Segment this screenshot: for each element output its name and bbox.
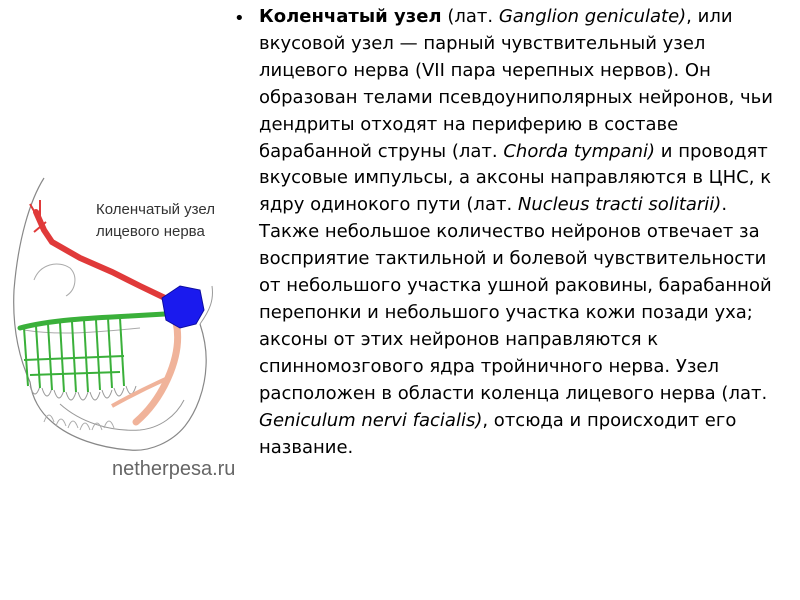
- text-segment-2: , или вкусовой узел — парный чувствительный узел лицевого нерва (VII пара черепных нервов). Он образован телами псевдоуниполярных нейронов, чьи дендриты отходят на периферию в составе барабанной струны (лат.: [259, 6, 773, 162]
- description-paragraph: [234, 4, 786, 461]
- figure-label-line1: Коленчатый узел: [96, 201, 215, 218]
- figure-label-line2: лицевого нерва: [96, 223, 205, 240]
- eye-orbit: [34, 264, 75, 296]
- maxilla-line: [24, 328, 140, 333]
- text-segment-5: , отсюда и происходит его название.: [259, 409, 737, 458]
- geniculate-ganglion: [162, 286, 204, 328]
- text-segment-3: и проводят вкусовые импульсы, а аксоны направляются в ЦНС, к ядру одинокого пути (лат.: [259, 140, 772, 216]
- description-block: [234, 4, 786, 461]
- latin-term-4: Geniculum nervi facialis): [259, 409, 483, 431]
- text-segment-4: . Также небольшое количество нейронов отвечает за восприятие тактильной и болевой чувствительности от небольшого участка ушной раковины, барабанной перепонки и небольшого участка кожи позади уха; аксоны от этих нейронов направляются к спинномозгового ядра тройничного нерва. Узел расположен в области коленца лицевого нерва (лат.: [259, 194, 772, 404]
- watermark: netherpesa.ru: [112, 458, 236, 480]
- latin-term-3: Nucleus tracti solitarii): [517, 194, 722, 216]
- latin-term-1: Ganglion geniculate): [498, 6, 687, 27]
- green-branches: [24, 318, 124, 392]
- latin-term-2: Chorda tympani): [503, 140, 656, 162]
- text-segment-1: (лат.: [441, 6, 499, 27]
- pink-nerve: [136, 322, 178, 422]
- green-nerve: [20, 314, 165, 328]
- term-title: Коленчатый узел: [259, 6, 442, 27]
- bullet: •: [234, 8, 245, 29]
- upper-teeth: [30, 386, 136, 400]
